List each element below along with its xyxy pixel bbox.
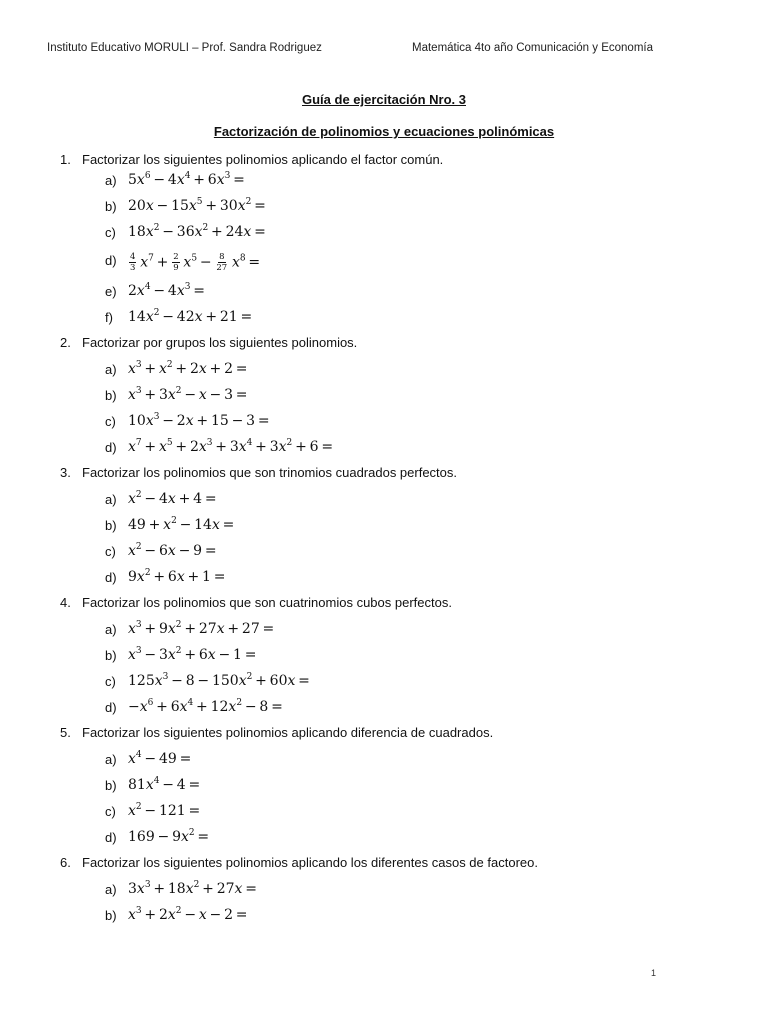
item-letter: b)	[105, 908, 117, 923]
item-letter: c)	[105, 225, 116, 240]
item-expression: $x^3 + 9x^2 + 27x + 27$ =	[128, 620, 275, 637]
page-title: Guía de ejercitación Nro. 3	[302, 92, 466, 107]
item-expression: $x^2 - 121$ =	[128, 802, 201, 819]
item-letter: d)	[105, 830, 117, 845]
item-letter: f)	[105, 310, 113, 325]
item-expression: $x^7 + x^5 + 2x^3 + 3x^4 + 3x^2 + 6$ =	[128, 438, 334, 455]
question-text: Factorizar los siguientes polinomios aplicando el factor común.	[82, 152, 444, 167]
item-letter: a)	[105, 362, 117, 377]
item-letter: d)	[105, 570, 117, 585]
item-expression: $20x - 15x^5 + 30x^2$ =	[128, 197, 266, 214]
item-expression: $x^3 + x^2 + 2x + 2$ =	[128, 360, 248, 377]
item-expression: $x^3 + 3x^2 - x - 3$ =	[128, 386, 248, 403]
item-letter: a)	[105, 752, 117, 767]
item-letter: d)	[105, 253, 117, 268]
item-letter: c)	[105, 674, 116, 689]
page-number: 1	[651, 968, 657, 978]
item-expression: $x^4 - 49$ =	[128, 750, 192, 767]
item-letter: e)	[105, 284, 117, 299]
item-letter: d)	[105, 700, 117, 715]
item-expression: $81x^4 - 4$ =	[128, 776, 201, 793]
item-expression: $14x^2 - 42x + 21$ =	[128, 308, 253, 325]
item-expression: $5x^6 - 4x^4 + 6x^3$ =	[128, 171, 245, 188]
question-text: Factorizar los siguientes polinomios aplicando diferencia de cuadrados.	[82, 725, 494, 740]
item-letter: c)	[105, 544, 116, 559]
item-letter: b)	[105, 199, 117, 214]
item-expression: $2x^4 - 4x^3$ =	[128, 282, 205, 299]
item-expression: $169 - 9x^2$ =	[128, 828, 210, 845]
header-left: Instituto Educativo MORULI – Prof. Sandra Rodriguez	[47, 42, 322, 54]
item-expression: $49 + x^2 - 14x$ =	[128, 516, 235, 533]
question-text: Factorizar los siguientes polinomios aplicando los diferentes casos de factoreo.	[82, 855, 538, 870]
item-letter: a)	[105, 492, 117, 507]
question-text: Factorizar por grupos los siguientes polinomios.	[82, 335, 358, 350]
item-expression: $x^3 + 2x^2 - x - 2$ =	[128, 906, 248, 923]
question-text: Factorizar los polinomios que son cuatrinomios cubos perfectos.	[82, 595, 452, 610]
item-expression: $\frac{4}{3}$ $x^7$ + $\frac{2}{9}$ $x^5$ − $\frac{8}{27}$ $x^8$ =	[130, 252, 261, 273]
question-text: Factorizar los polinomios que son trinomios cuadrados perfectos.	[82, 465, 458, 480]
question-number: 1.	[60, 152, 71, 167]
item-expression: $18x^2 - 36x^2 + 24x$ =	[128, 223, 266, 240]
question-number: 2.	[60, 335, 71, 350]
item-letter: d)	[105, 440, 117, 455]
header-right: Matemática 4to año Comunicación y Economía	[412, 42, 653, 54]
item-expression: $9x^2 + 6x + 1$ =	[128, 568, 226, 585]
question-number: 5.	[60, 725, 71, 740]
item-letter: b)	[105, 388, 117, 403]
item-expression: $x^3 - 3x^2 + 6x - 1$ =	[128, 646, 257, 663]
item-expression: $x^2 - 6x - 9$ =	[128, 542, 217, 559]
item-letter: a)	[105, 622, 117, 637]
item-letter: b)	[105, 648, 117, 663]
page-subtitle: Factorización de polinomios y ecuaciones polinómicas	[213, 124, 555, 139]
item-letter: a)	[105, 173, 117, 188]
item-expression: $125x^3 - 8 - 150x^2 + 60x$ =	[128, 672, 310, 689]
item-letter: c)	[105, 804, 116, 819]
item-expression: $10x^3 - 2x + 15 - 3$ =	[128, 412, 270, 429]
item-letter: b)	[105, 778, 117, 793]
item-letter: b)	[105, 518, 117, 533]
item-letter: a)	[105, 882, 117, 897]
question-number: 6.	[60, 855, 71, 870]
item-expression: $x^2 - 4x + 4$ =	[128, 490, 217, 507]
question-number: 4.	[60, 595, 71, 610]
item-letter: c)	[105, 414, 116, 429]
item-expression: $3x^3 + 18x^2 + 27x$ =	[128, 880, 257, 897]
item-expression: $-x^6 + 6x^4 + 12x^2 - 8$ =	[128, 698, 283, 715]
question-number: 3.	[60, 465, 71, 480]
